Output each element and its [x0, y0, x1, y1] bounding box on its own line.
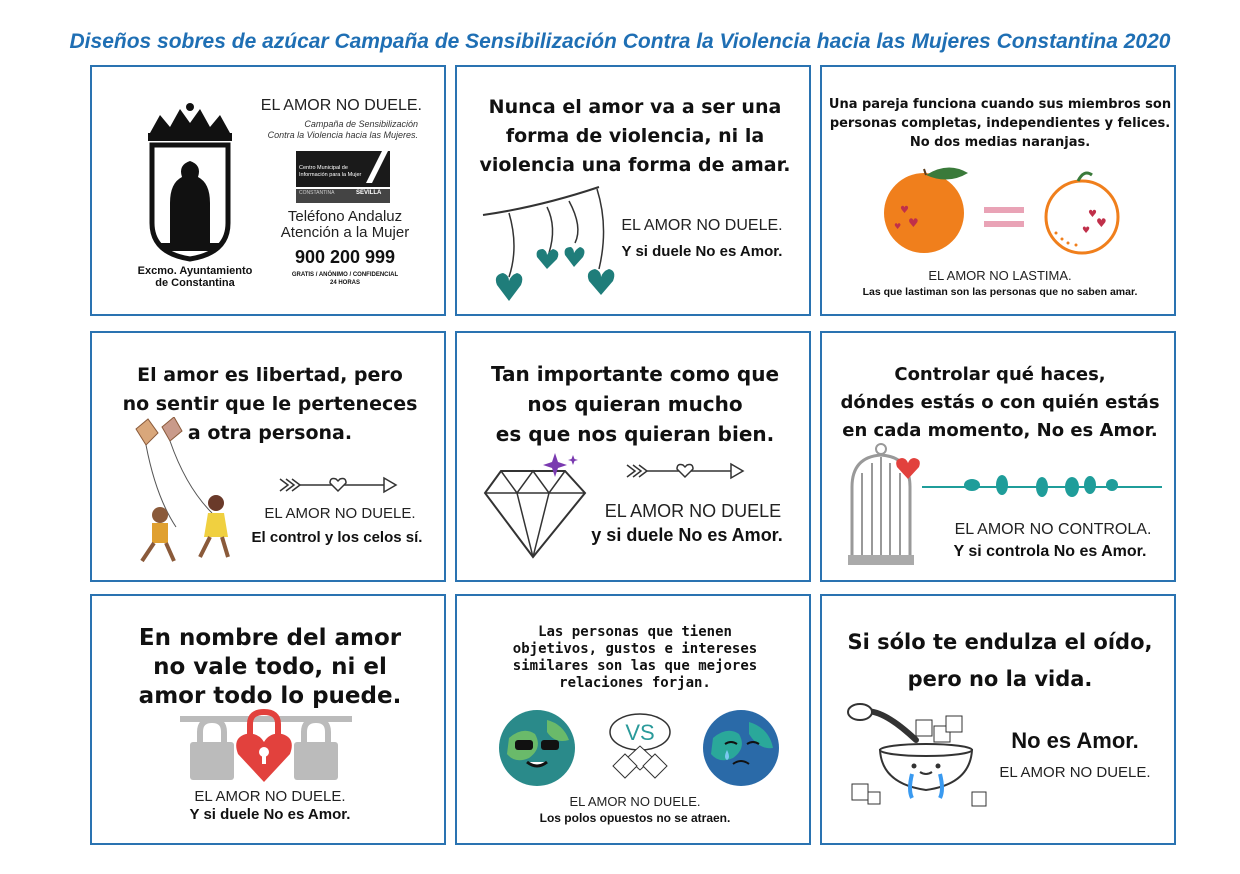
- sparkle-icon: [543, 451, 583, 481]
- card-libertad: [90, 331, 446, 582]
- slash-icon: [360, 145, 394, 185]
- tagline: Y si controla No es Amor.: [953, 543, 1147, 560]
- quote: El amor es libertad, pero no sentir que le perteneces a otra persona.: [122, 364, 418, 444]
- quote: Nunca el amor va a ser una forma de violencia, ni la violencia una forma de amar.: [479, 96, 791, 176]
- tagline: y si duele No es Amor.: [591, 525, 783, 545]
- equals-icon: [982, 203, 1026, 233]
- earth-sunglasses-icon: [493, 704, 583, 794]
- card-medias-naranjas: [820, 65, 1176, 316]
- slogan: EL AMOR NO CONTROLA.: [954, 521, 1152, 538]
- heart-garland-icon: [479, 177, 619, 307]
- logo-line-2: Información para la Mujer: [299, 172, 362, 178]
- phone-hours: 24 HORAS: [329, 280, 360, 286]
- svg-text:♥: ♥: [908, 216, 919, 230]
- sugar-bowl-icon: [846, 700, 996, 812]
- quote: Tan importante como que nos quieran mucho es que nos quieran bien.: [490, 362, 780, 446]
- women-center-logo: [296, 151, 390, 203]
- slogan: EL AMOR NO DUELE.: [194, 788, 346, 805]
- phone-label: Teléfono Andaluz Atención a la Mujer: [280, 208, 410, 241]
- tagline: Y si duele No es Amor.: [621, 243, 783, 260]
- slogan: EL AMOR NO DUELE.: [621, 217, 783, 234]
- page-title: Diseños sobres de azúcar Campaña de Sensibilización Contra la Violencia hacia las Mujeres Constantina 2020: [69, 30, 1171, 53]
- tagline: No es Amor.: [1011, 728, 1139, 753]
- quote: Controlar qué haces, dóndes estás o con quién estás en cada momento, No es Amor.: [840, 364, 1160, 441]
- kites-children-icon: [116, 417, 246, 567]
- card-controlar: [820, 331, 1176, 582]
- card-endulza: [820, 594, 1176, 845]
- svg-text:♥: ♥: [894, 222, 902, 231]
- heart-padlock-icon: [232, 708, 296, 784]
- logo-line-1: Centro Municipal de: [299, 165, 348, 171]
- quote: Las personas que tienen objetivos, gustos e intereses similares son las que mejores relaciones forjan.: [512, 624, 758, 691]
- quote: Si sólo te endulza el oído, pero no la vida.: [847, 630, 1153, 691]
- arrow-heart-icon: [278, 475, 398, 495]
- half-orange-icon: [1038, 167, 1130, 257]
- phone-note: GRATIS / ANÓNIMO / CONFIDENCIAL: [291, 272, 399, 278]
- campaign-text: Campaña de Sensibilización Contra la Violencia hacia las Mujeres.: [267, 119, 418, 140]
- card-nombre-del-amor: [90, 594, 446, 845]
- svg-text:♥: ♥: [1096, 216, 1107, 230]
- quote: Una pareja funciona cuando sus miembros son personas completas, independientes y felices. No dos medias naranjas.: [828, 97, 1172, 150]
- orange-icon: [878, 163, 978, 255]
- slogan: EL AMOR NO DUELE: [604, 501, 782, 521]
- slogan: EL AMOR NO LASTIMA.: [928, 268, 1072, 283]
- quote: En nombre del amor no vale todo, ni el amor todo lo puede.: [138, 625, 402, 709]
- slogan: EL AMOR NO DUELE.: [264, 505, 416, 522]
- earth-sad-icon: [697, 704, 787, 794]
- svg-text:♥: ♥: [1088, 209, 1097, 220]
- slogan: EL AMOR NO DUELE.: [569, 794, 701, 809]
- card-polos-opuestos: [455, 594, 811, 845]
- crest-icon: [140, 103, 240, 263]
- tagline: Las que lastiman son las personas que no saben amar.: [862, 286, 1138, 298]
- card-nunca-violencia: [455, 65, 811, 316]
- svg-text:♥: ♥: [1082, 226, 1091, 236]
- phone-number[interactable]: 900 200 999: [294, 247, 396, 267]
- tagline: Y si duele No es Amor.: [189, 806, 351, 823]
- tagline: El control y los celos sí.: [251, 529, 423, 546]
- logo-line-4: SEVILLA: [356, 190, 382, 196]
- slogan: EL AMOR NO DUELE.: [260, 97, 422, 114]
- tagline: Los polos opuestos no se atraen.: [539, 811, 731, 825]
- arrow-heart-icon: [625, 461, 745, 481]
- slogan: EL AMOR NO DUELE.: [999, 764, 1151, 781]
- card-constantina-info: [90, 65, 446, 316]
- svg-text:♥: ♥: [900, 205, 909, 216]
- bird-icon: [922, 473, 1162, 503]
- heart-icon: [894, 455, 922, 481]
- card-quieran-bien: [455, 331, 811, 582]
- vs-label: VS: [625, 720, 655, 745]
- council-name: Excmo. Ayuntamiento de Constantina: [137, 265, 253, 289]
- logo-line-3: CONSTANTINA: [299, 190, 335, 196]
